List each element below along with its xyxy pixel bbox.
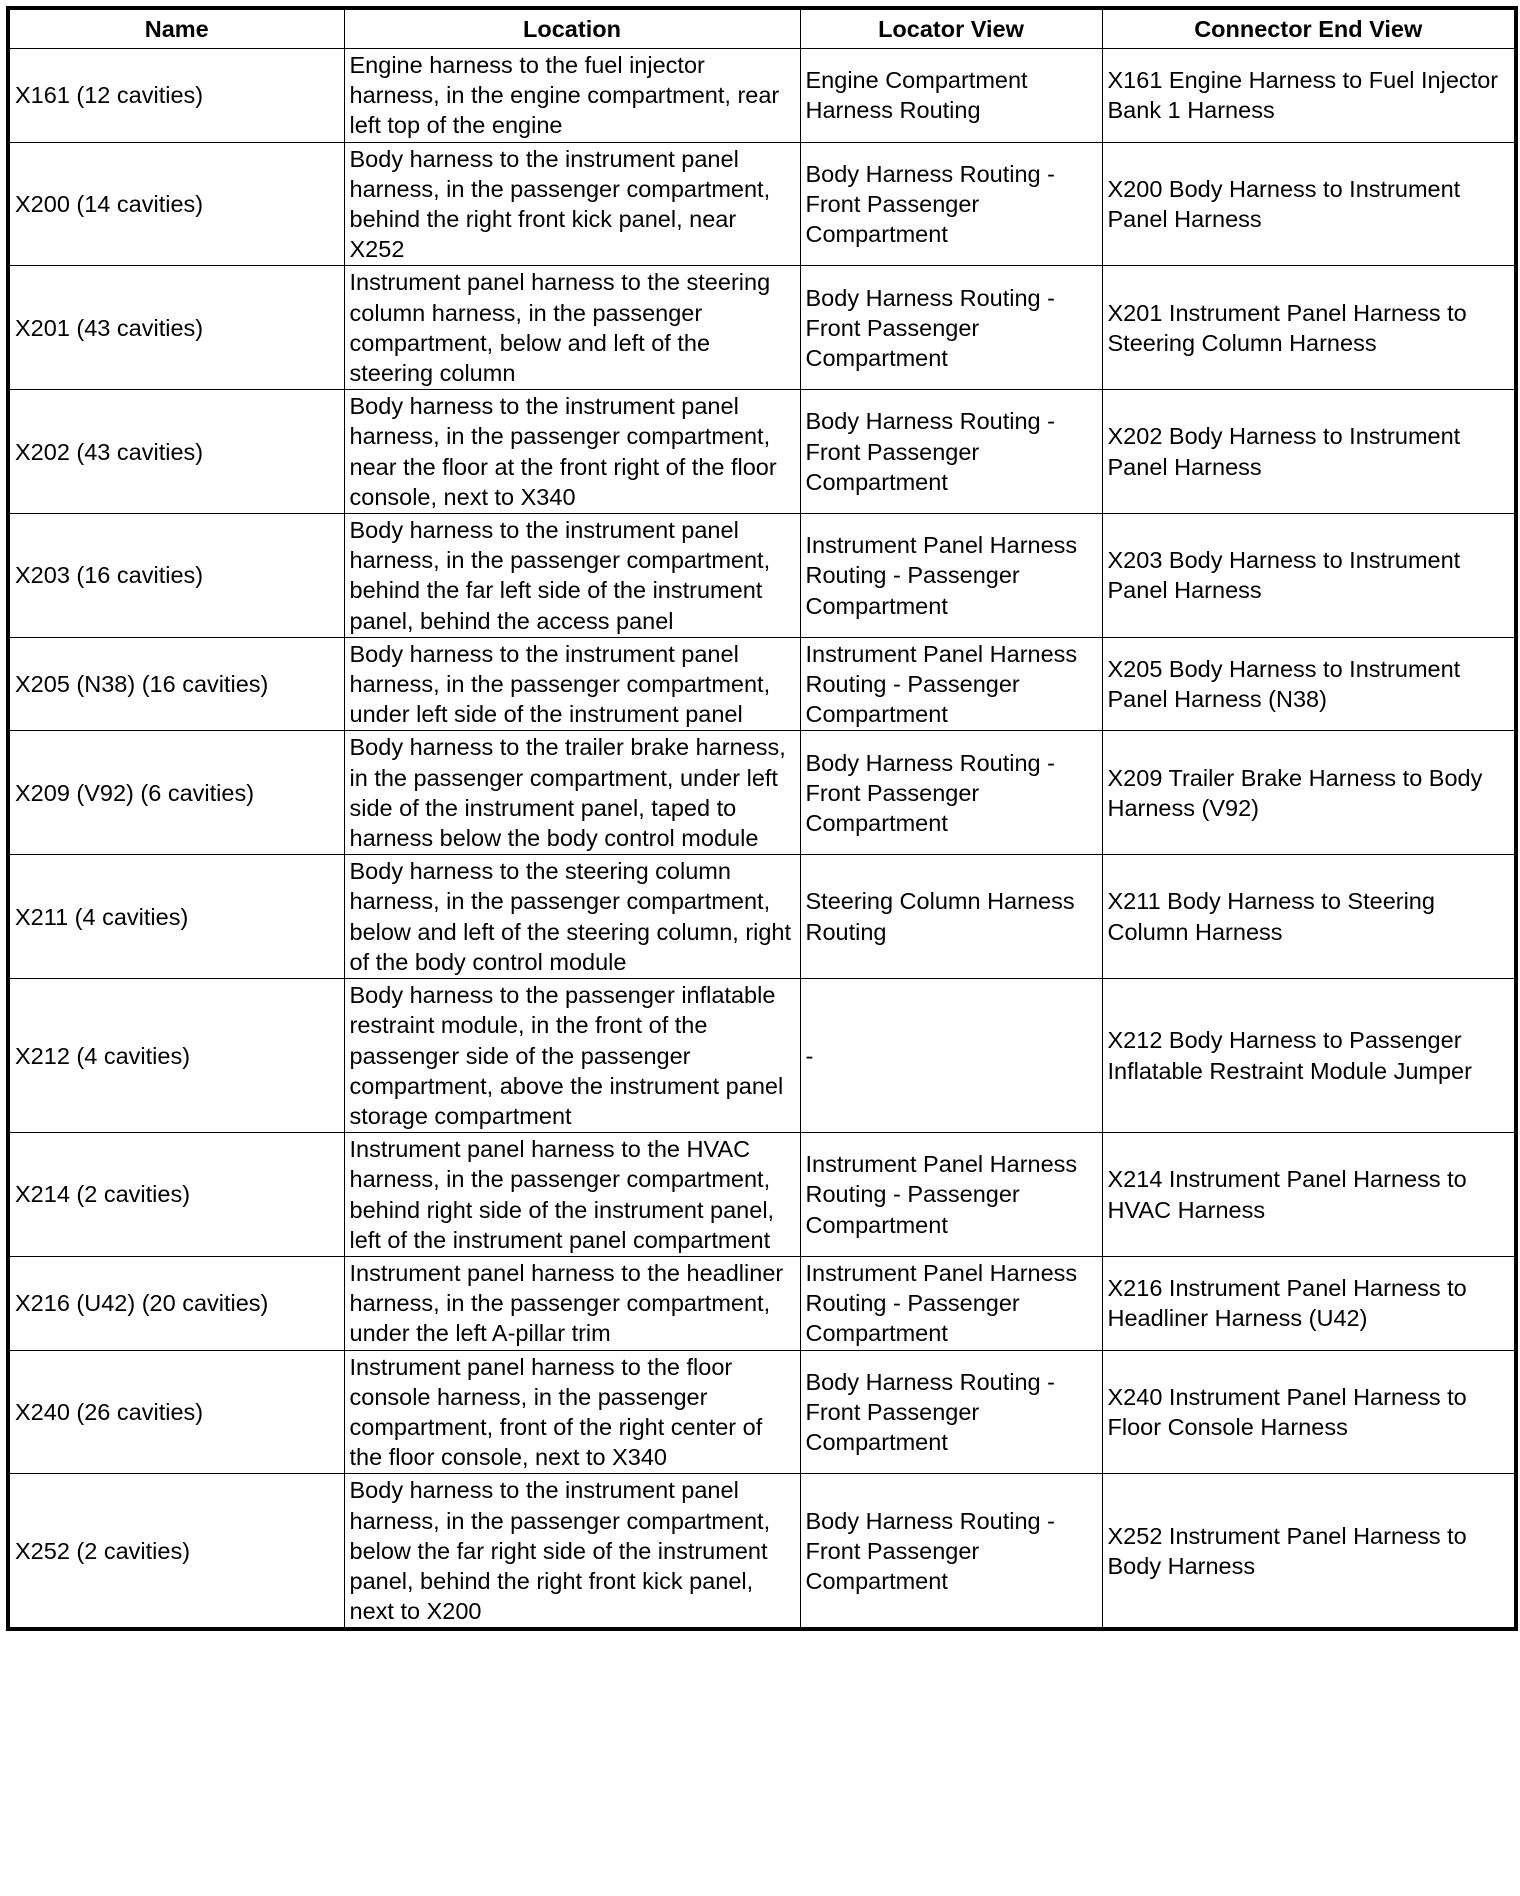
table-row [8,390,1516,514]
cell-name: X205 (N38) (16 cavities) [8,637,344,731]
cell-location: Body harness to the instrument panel harness, in the passenger compartment, under left side of the instrument panel [344,637,800,731]
cell-connector-end-view: X161 Engine Harness to Fuel Injector Bank 1 Harness [1102,49,1516,143]
cell-name: X216 (U42) (20 cavities) [8,1256,344,1350]
cell-locator-view: Engine Compartment Harness Routing [800,49,1102,143]
header-name: Name [8,8,344,49]
cell-location: Body harness to the passenger inflatable restraint module, in the front of the passenger side of the passenger compartment, above the instrument panel storage compartment [344,979,800,1133]
table-row [8,637,1516,731]
cell-connector-end-view: X216 Instrument Panel Harness to Headliner Harness (U42) [1102,1256,1516,1350]
cell-name: X161 (12 cavities) [8,49,344,143]
table-row [8,855,1516,979]
cell-location: Body harness to the steering column harness, in the passenger compartment, below and left of the steering column, right of the body control module [344,855,800,979]
cell-location: Body harness to the instrument panel harness, in the passenger compartment, behind the far left side of the instrument panel, behind the access panel [344,514,800,638]
cell-connector-end-view: X201 Instrument Panel Harness to Steering Column Harness [1102,266,1516,390]
cell-locator-view: Instrument Panel Harness Routing - Passenger Compartment [800,637,1102,731]
cell-name: X214 (2 cavities) [8,1133,344,1257]
table-row [8,142,1516,266]
connector-table [6,6,1518,1631]
cell-locator-view: Body Harness Routing - Front Passenger Compartment [800,731,1102,855]
cell-location: Engine harness to the fuel injector harness, in the engine compartment, rear left top of the engine [344,49,800,143]
cell-name: X203 (16 cavities) [8,514,344,638]
cell-connector-end-view: X212 Body Harness to Passenger Inflatable Restraint Module Jumper [1102,979,1516,1133]
cell-locator-view: Body Harness Routing - Front Passenger Compartment [800,266,1102,390]
cell-name: X240 (26 cavities) [8,1350,344,1474]
table-row [8,1350,1516,1474]
cell-name: X202 (43 cavities) [8,390,344,514]
header-row [8,8,1516,49]
cell-connector-end-view: X203 Body Harness to Instrument Panel Harness [1102,514,1516,638]
cell-location: Instrument panel harness to the floor console harness, in the passenger compartment, front of the right center of the floor console, next to X340 [344,1350,800,1474]
table-row [8,1256,1516,1350]
cell-location: Instrument panel harness to the steering column harness, in the passenger compartment, below and left of the steering column [344,266,800,390]
header-locator-view: Locator View [800,8,1102,49]
cell-location: Instrument panel harness to the HVAC harness, in the passenger compartment, behind right side of the instrument panel, left of the instrument panel compartment [344,1133,800,1257]
table-row [8,979,1516,1133]
cell-locator-view: Body Harness Routing - Front Passenger Compartment [800,1474,1102,1630]
cell-locator-view: Steering Column Harness Routing [800,855,1102,979]
cell-locator-view: Body Harness Routing - Front Passenger Compartment [800,142,1102,266]
table-row [8,731,1516,855]
cell-locator-view: Instrument Panel Harness Routing - Passenger Compartment [800,1256,1102,1350]
cell-name: X252 (2 cavities) [8,1474,344,1630]
cell-connector-end-view: X211 Body Harness to Steering Column Harness [1102,855,1516,979]
table-row [8,1133,1516,1257]
cell-name: X201 (43 cavities) [8,266,344,390]
table-row [8,266,1516,390]
cell-locator-view: Instrument Panel Harness Routing - Passenger Compartment [800,514,1102,638]
cell-connector-end-view: X202 Body Harness to Instrument Panel Harness [1102,390,1516,514]
cell-locator-view: Instrument Panel Harness Routing - Passenger Compartment [800,1133,1102,1257]
header-connector-end-view: Connector End View [1102,8,1516,49]
cell-location: Instrument panel harness to the headliner harness, in the passenger compartment, under the left A-pillar trim [344,1256,800,1350]
cell-location: Body harness to the instrument panel harness, in the passenger compartment, below the far right side of the instrument panel, behind the right front kick panel, next to X200 [344,1474,800,1630]
cell-name: X212 (4 cavities) [8,979,344,1133]
cell-connector-end-view: X209 Trailer Brake Harness to Body Harness (V92) [1102,731,1516,855]
cell-locator-view: - [800,979,1102,1133]
cell-name: X211 (4 cavities) [8,855,344,979]
table-row [8,49,1516,143]
cell-name: X209 (V92) (6 cavities) [8,731,344,855]
cell-location: Body harness to the trailer brake harness, in the passenger compartment, under left side of the instrument panel, taped to harness below the body control module [344,731,800,855]
cell-locator-view: Body Harness Routing - Front Passenger Compartment [800,390,1102,514]
cell-connector-end-view: X252 Instrument Panel Harness to Body Harness [1102,1474,1516,1630]
cell-locator-view: Body Harness Routing - Front Passenger Compartment [800,1350,1102,1474]
cell-name: X200 (14 cavities) [8,142,344,266]
cell-connector-end-view: X200 Body Harness to Instrument Panel Harness [1102,142,1516,266]
header-location: Location [344,8,800,49]
table-row [8,1474,1516,1630]
cell-connector-end-view: X205 Body Harness to Instrument Panel Harness (N38) [1102,637,1516,731]
cell-location: Body harness to the instrument panel harness, in the passenger compartment, behind the right front kick panel, near X252 [344,142,800,266]
table-row [8,514,1516,638]
cell-connector-end-view: X214 Instrument Panel Harness to HVAC Harness [1102,1133,1516,1257]
cell-location: Body harness to the instrument panel harness, in the passenger compartment, near the floor at the front right of the floor console, next to X340 [344,390,800,514]
cell-connector-end-view: X240 Instrument Panel Harness to Floor Console Harness [1102,1350,1516,1474]
